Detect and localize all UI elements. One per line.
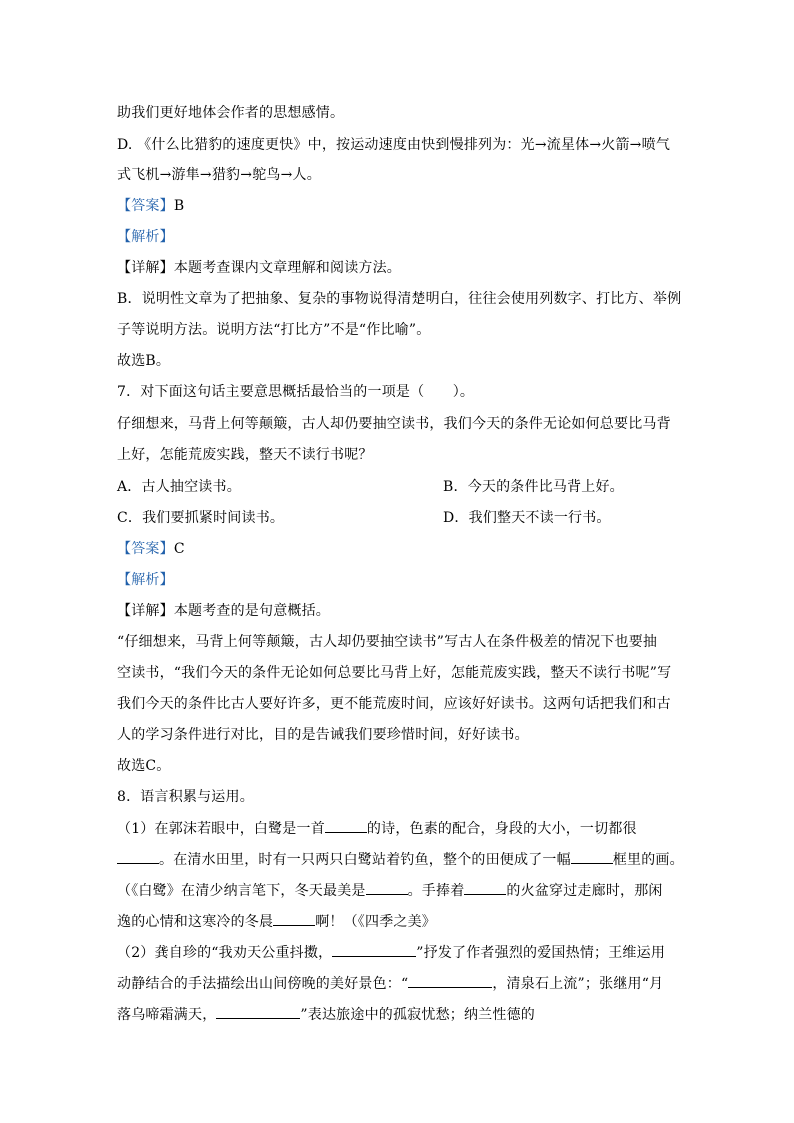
q7-stem: 7．对下面这句话主要意思概括最恰当的一项是（ ）。 [117,384,475,400]
fill-blank [332,944,416,957]
answer-tag: 【答案】 [117,198,174,214]
fill-blank [273,913,315,926]
q7-quote-line: 仔细想来，马背上何等颠簸，古人却仍要抽空读书，我们今天的条件无论如何总要比马背 [117,416,671,432]
option-d: D．我们整天不读一行书。 [443,510,611,526]
text-segment: 。手捧着 [407,883,465,899]
text-segment: 落乌啼霜满天， [117,1007,217,1023]
text-line: 我们今天的条件比古人要好许多，更不能荒废时间，应该好好读书。这两句话把我们和古 [117,696,671,712]
text-segment: 动静结合的手法描绘出山间傍晚的美好景色：“ [117,976,409,992]
q8-line [117,1006,535,1024]
fill-blank [571,851,613,864]
text-segment: 的火盆穿过走廊时，那闲 [506,883,663,899]
q7-quote-line: 上好，怎能荒废实践，整天不读行书呢？ [117,447,373,463]
text-segment: 。在清水田里，时有一只两只白鹭站着钓鱼，整个的田便成了一幅 [159,852,571,868]
detail-tag: 【详解】 [117,260,174,276]
q8-stem: 8．语言积累与运用。 [117,789,254,805]
text-segment: （1）在郭沫若眼中，白鹭是一首 [117,821,325,837]
text-line: 式飞机→游隼→猎豹→鸵鸟→人。 [117,167,321,183]
text-segment: ”表达旅途中的孤寂忧愁；纳兰性德的 [300,1007,535,1023]
q7-answer [117,540,185,558]
q6-answer [117,197,184,215]
option-a: A．古人抽空读书。 [117,479,241,495]
option-b: B．今天的条件比马背上好。 [443,479,624,495]
q8-line [117,820,637,838]
detail-text: 本题考查课内文章理解和阅读方法。 [173,260,402,276]
q6-analysis-tag: 【解析】 [117,229,174,245]
q7-detail [117,602,330,620]
q8-line [117,851,684,869]
q6-detail [117,259,401,277]
text-line: “仔细想来，马背上何等颠簸，古人却仍要抽空读书”写古人在条件极差的情况下也要抽 [117,634,658,650]
text-line: 子等说明方法。说明方法“打比方”不是“作比喻”。 [117,322,431,338]
text-segment: （2）龚自珍的“我劝天公重抖擞， [117,945,333,961]
q7-analysis-tag: 【解析】 [117,572,174,588]
text-line: D. 《什么比猎豹的速度更快》中，按运动速度由快到慢排列为：光→流星体→火箭→喷气 [117,137,671,153]
q7-options-row [117,478,241,496]
detail-text: 本题考查的是句意概括。 [173,603,331,619]
answer-value: C [173,541,185,557]
text-segment: ”抒发了作者强烈的爱国热情；王维运用 [416,945,666,961]
fill-blank [408,975,492,988]
option-c: C．我们要抓紧时间读书。 [117,510,285,526]
text-line: 助我们更好地体会作者的思想感情。 [117,105,345,121]
fill-blank [325,820,367,833]
q8-line [117,975,663,993]
answer-tag: 【答案】 [117,541,174,557]
q7-options-row [117,509,284,527]
text-line: 空读书，“我们今天的条件无论如何总要比马背上好，怎能荒废实践，整天不读行书呢”写 [117,665,672,681]
text-segment: 啊！（《四季之美》 [315,914,437,930]
fill-blank [117,851,159,864]
text-segment: 框里的画。 [612,852,684,868]
text-line: 故选B。 [117,353,171,369]
text-line: 人的学习条件进行对比，目的是告诫我们要珍惜时间，好好读书。 [117,727,529,743]
q8-line [117,944,665,962]
text-line: B．说明性文章为了把抽象、复杂的事物说得清楚明白，往往会使用列数字、打比方、举例 [117,291,682,307]
text-segment: 的诗，色素的配合，身段的大小，一切都很 [366,821,637,837]
q8-line [117,882,663,900]
q8-line [117,913,436,931]
fill-blank [366,882,408,895]
fill-blank [464,882,506,895]
text-line: 故选C。 [117,758,171,774]
text-segment: 逸的心情和这寒冷的冬晨 [117,914,274,930]
text-segment: （《白鹭》在清少纳言笔下，冬天最美是 [117,883,366,899]
text-segment: ，清泉石上流”；张继用“月 [492,976,664,992]
detail-tag: 【详解】 [117,603,174,619]
answer-value: B [173,198,185,214]
fill-blank [216,1006,300,1019]
